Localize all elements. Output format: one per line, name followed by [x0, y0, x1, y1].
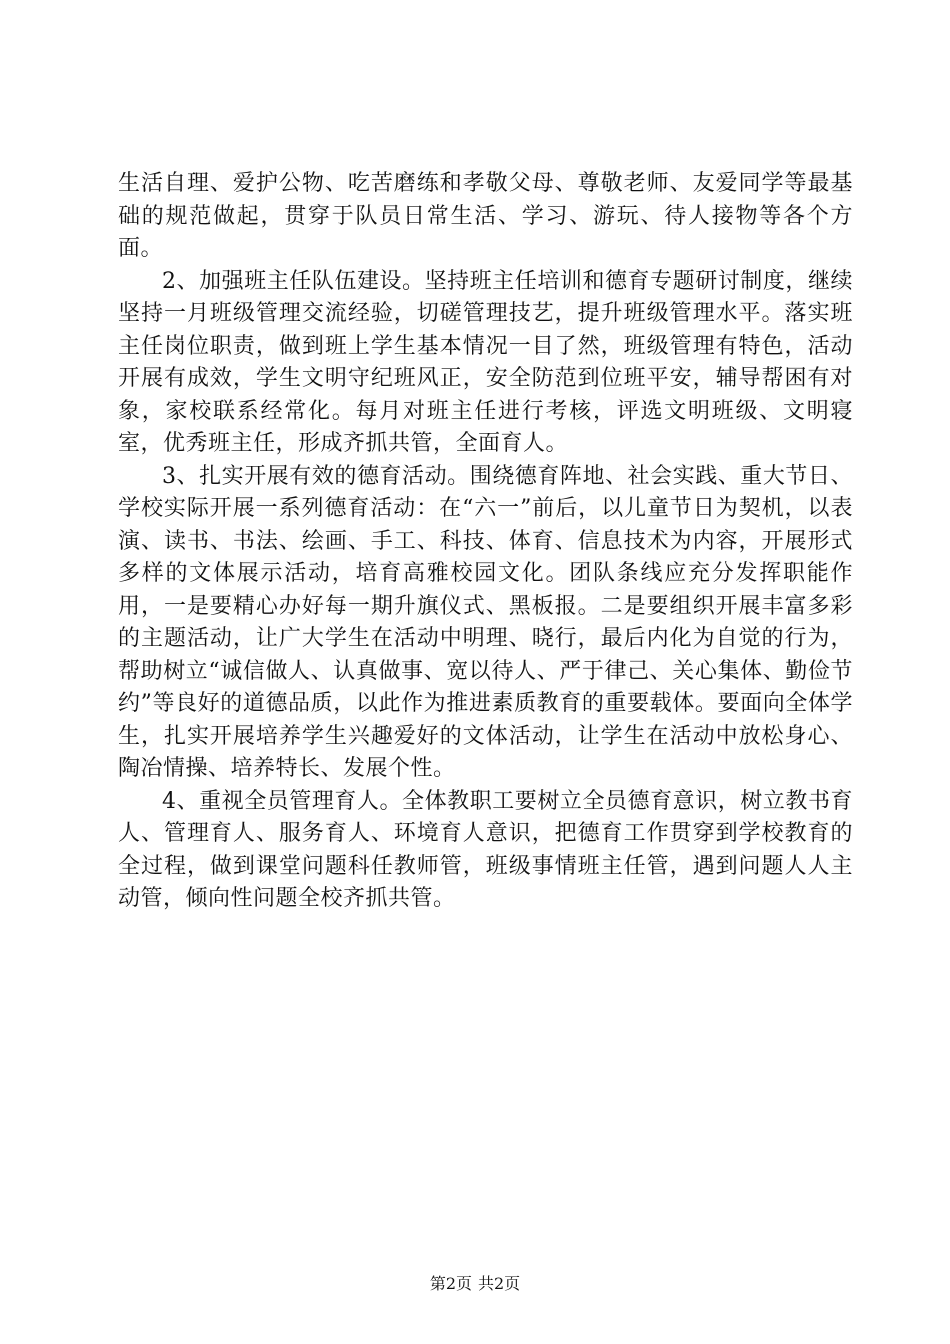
paragraph-item-4: 4、重视全员管理育人。全体教职工要树立全员德育意识，树立教书育人、管理育人、服务育人、环境育人意识，把德育工作贯穿到学校教育的全过程，做到课堂问题科任教师管，班级事情班主任管，遇到问题人人主动管，倾向性问题全校齐抓共管。 [118, 788, 853, 911]
page-number-current: 第2页 [429, 1274, 472, 1293]
paragraph-continuation: 生活自理、爱护公物、吃苦磨练和孝敬父母、尊敬老师、友爱同学等最基础的规范做起，贯穿于队员日常生活、学习、游玩、待人接物等各个方面。 [118, 171, 853, 261]
page-footer [0, 1271, 950, 1294]
paragraph-item-2: 2、加强班主任队伍建设。坚持班主任培训和德育专题研讨制度，继续坚持一月班级管理交流经验，切磋管理技艺，提升班级管理水平。落实班主任岗位职责，做到班上学生基本情况一目了然，班级管理有特色，活动开展有成效，学生文明守纪班风正，安全防范到位班平安，辅导帮困有对象，家校联系经常化。每月对班主任进行考核，评选文明班级、文明寝室，优秀班主任，形成齐抓共管，全面育人。 [118, 268, 853, 456]
page-number-total: 共2页 [478, 1274, 521, 1293]
document-body [118, 168, 853, 916]
paragraph-item-3: 3、扎实开展有效的德育活动。围绕德育阵地、社会实践、重大节日、学校实际开展一系列德育活动：在“六一”前后，以儿童节日为契机，以表演、读书、书法、绘画、手工、科技、体育、信息技术为内容，开展形式多样的文体展示活动，培育高雅校园文化。团队条线应充分发挥职能作用，一是要精心办好每一期升旗仪式、黑板报。二是要组织开展丰富多彩的主题活动，让广大学生在活动中明理、晓行，最后内化为自觉的行为，帮助树立“诚信做人、认真做事、宽以待人、严于律己、关心集体、勤俭节约”等良好的道德品质，以此作为推进素质教育的重要载体。要面向全体学生，扎实开展培养学生兴趣爱好的文体活动，让学生在活动中放松身心、陶冶情操、培养特长、发展个性。 [118, 463, 853, 781]
